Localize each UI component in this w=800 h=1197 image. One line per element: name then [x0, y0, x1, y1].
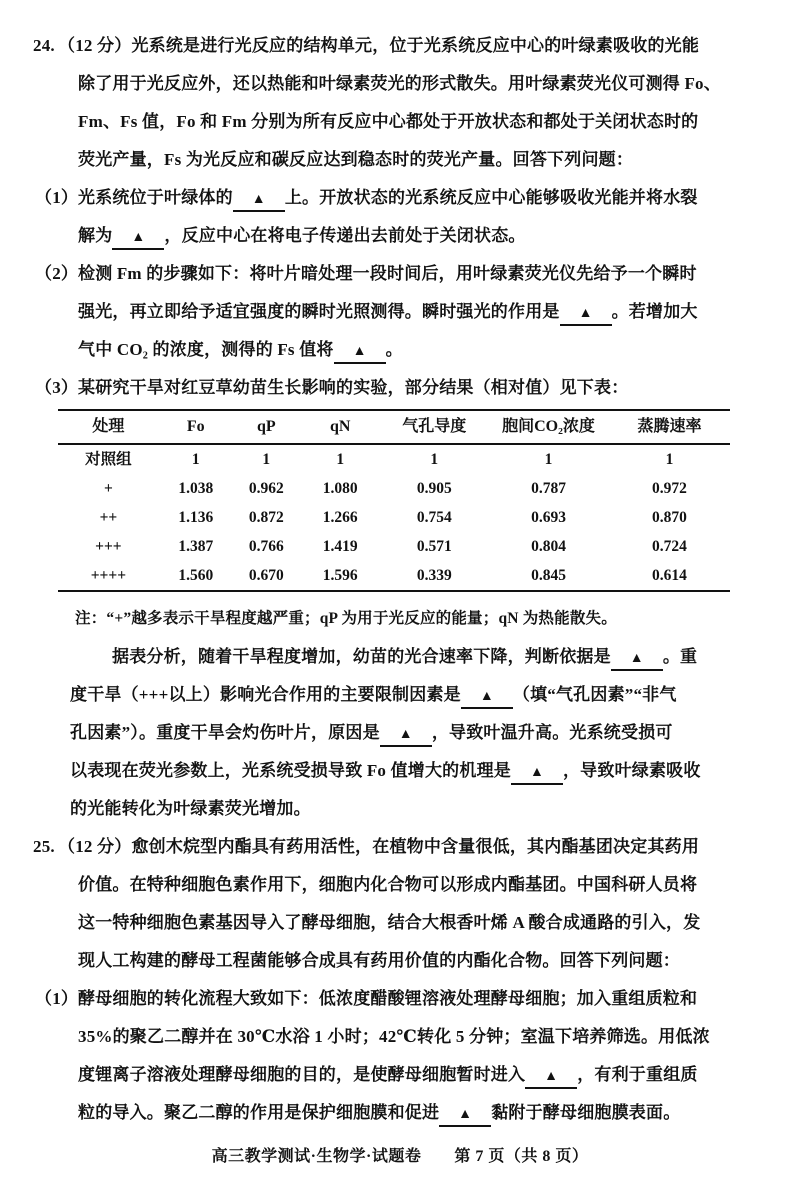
answer-blank: ▲: [611, 649, 663, 671]
q25-intro-line-3: 这一特种细胞色素基因导入了酵母细胞，结合大根香叶烯 A 酸合成通路的引入，发: [78, 913, 701, 932]
table-row: [58, 561, 730, 591]
q24-sub1-marker: （1）: [35, 188, 79, 207]
table-header-stomatal-conductance: 气孔导度: [381, 410, 489, 444]
table-cell: ++: [99, 509, 118, 526]
table-cell: 1.266: [322, 509, 358, 526]
table-cell: 0.693: [531, 509, 566, 526]
q24-sub1-first-line: [0, 179, 800, 217]
q24-sub3-text-1: 某研究干旱对红豆草幼苗生长影响的实验，部分结果（相对值）见下表：: [78, 378, 629, 397]
q25-sub1-text-1: 酵母细胞的转化流程大致如下：低浓度醋酸锂溶液处理酵母细胞；加入重组质粒和: [78, 989, 698, 1008]
table-cell: 1.080: [322, 480, 358, 497]
answer-blank: ▲: [233, 190, 285, 212]
table-cell: +: [103, 480, 113, 497]
table-cell: 0.339: [416, 567, 452, 584]
answer-blank: ▲: [439, 1105, 491, 1127]
table-cell: 1: [191, 451, 200, 468]
answer-blank: ▲: [334, 342, 386, 364]
q24-analysis-line-2: 度干旱（+++以上）影响光合作用的主要限制因素是 ▲ （填“气孔因素”“非气: [0, 676, 800, 714]
q25-intro-text-1: （12 分）愈创木烷型内酯具有药用活性，在植物中含量很低，其内酯基团决定其药用: [58, 837, 700, 856]
table-cell: 1: [430, 451, 439, 468]
q24-sub1-text-1: 光系统位于叶绿体的 ▲ 上。开放状态的光系统反应中心能够吸收光能并将水裂: [78, 188, 698, 207]
q25-first-line: [0, 828, 800, 866]
q25-sub1-marker: （1）: [35, 989, 79, 1008]
table-cell: 0.872: [248, 509, 284, 526]
table-cell: 0.754: [416, 509, 452, 526]
q24-analysis-line-3: 孔因素”）。重度干旱会灼伤叶片，原因是 ▲ ，导致叶温升高。光系统受损可: [0, 714, 800, 752]
table-cell: 0.571: [416, 538, 452, 555]
answer-blank: ▲: [511, 763, 563, 785]
q25-intro-line-2: 价值。在特种细胞色素作用下，细胞内化合物可以形成内酯基团。中国科研人员将: [78, 875, 698, 894]
q24-analysis-line-5: 的光能转化为叶绿素荧光增加。: [70, 799, 311, 818]
table-cell: 1: [665, 451, 674, 468]
table-cell: 1.596: [322, 567, 358, 584]
table-cell: 1.136: [178, 509, 214, 526]
page-footer: 高三教学测试·生物学·试题卷 第 7 页（共 8 页）: [211, 1148, 589, 1165]
q25-sub1-line-3: 度锂离子溶液处理酵母细胞的目的，是使酵母细胞暂时进入 ▲ ，有利于重组质: [0, 1056, 800, 1094]
q24-sub3-marker: （3）: [35, 378, 79, 397]
table-cell: 0.724: [652, 538, 687, 555]
drought-results-table: [58, 409, 730, 592]
q24-first-line: [0, 27, 800, 65]
table-header-treatment: 处理: [58, 410, 159, 444]
q25-number: 25.: [33, 837, 55, 856]
q24-sub2-line-3: 气中 CO₂ 的浓度，测得的 Fs 值将 ▲ 。: [0, 331, 800, 369]
q24-intro-line-4: 荧光产量，Fs 为光反应和碳反应达到稳态时的荧光产量。回答下列问题：: [78, 150, 634, 169]
table-cell: 0.972: [652, 480, 687, 497]
table-header-qp: qP: [233, 410, 300, 444]
table-cell: 0.962: [248, 480, 284, 497]
results-table-body: [58, 444, 730, 591]
table-cell: 0.870: [652, 509, 687, 526]
table-cell: 1: [262, 451, 271, 468]
q24-sub2-text-1: 检测 Fm 的步骤如下：将叶片暗处理一段时间后，用叶绿素荧光仪先给予一个瞬时: [78, 264, 697, 283]
table-header-row: [58, 410, 730, 444]
table-cell: 1: [336, 451, 345, 468]
answer-blank: ▲: [380, 725, 432, 747]
table-cell: 1.419: [322, 538, 358, 555]
q25-sub1-first-line: [0, 980, 800, 1018]
table-cell: ++++: [90, 567, 127, 584]
table-cell: 1: [544, 451, 553, 468]
table-row: [58, 503, 730, 532]
q24-table-note: 注：“+”越多表示干旱程度越严重；qP 为用于光反应的能量；qN 为热能散失。: [75, 610, 617, 627]
q25-intro-line-4: 现人工构建的酵母工程菌能够合成具有药用价值的内酯化合物。回答下列问题：: [78, 951, 680, 970]
q24-intro-line-2: 除了用于光反应外，还以热能和叶绿素荧光的形式散失。用叶绿素荧光仪可测得 Fo、: [78, 74, 721, 93]
table-cell: +++: [95, 538, 122, 555]
q24-sub1-line-2: 解为 ▲ ，反应中心在将电子传递出去前处于关闭状态。: [0, 217, 800, 255]
q25-sub1-line-4: 粒的导入。聚乙二醇的作用是保护细胞膜和促进 ▲ 黏附于酵母细胞膜表面。: [0, 1094, 800, 1132]
table-row: [58, 532, 730, 561]
q24-sub2-line-2: 强光，再立即给予适宜强度的瞬时光照测得。瞬时强光的作用是 ▲ 。若增加大: [0, 293, 800, 331]
q24-sub2-marker: （2）: [35, 264, 79, 283]
answer-blank: ▲: [525, 1067, 577, 1089]
table-cell: 0.845: [531, 567, 566, 584]
q24-analysis-line-4: 以表现在荧光参数上，光系统受损导致 Fo 值增大的机理是 ▲ ，导致叶绿素吸收: [0, 752, 800, 790]
answer-blank: ▲: [461, 687, 513, 709]
q24-number: 24.: [33, 36, 55, 55]
q25-sub1-line-2: 35%的聚乙二醇并在 30℃水浴 1 小时；42℃转化 5 分钟；室温下培养筛选。用低浓: [78, 1027, 710, 1046]
table-header-qn: qN: [300, 410, 381, 444]
table-header-intercellular-co2: 胞间CO₂浓度: [488, 410, 609, 444]
table-cell: 0.804: [531, 538, 566, 555]
q24-analysis-line-1: 据表分析，随着干旱程度增加，幼苗的光合速率下降，判断依据是 ▲ 。重: [0, 638, 800, 676]
table-header-transpiration-rate: 蒸腾速率: [609, 410, 730, 444]
q24-sub2-first-line: [0, 255, 800, 293]
q24-intro-line-3: Fm、Fs 值，Fo 和 Fm 分别为所有反应中心都处于开放状态和都处于关闭状态时的: [78, 112, 699, 131]
table-cell: 1.387: [178, 538, 214, 555]
table-cell: 0.905: [416, 480, 452, 497]
q24-intro-text-1: （12 分）光系统是进行光反应的结构单元，位于光系统反应中心的叶绿素吸收的光能: [58, 36, 700, 55]
table-cell: 0.670: [248, 567, 284, 584]
q24-sub3-first-line: [0, 369, 800, 407]
table-cell: 对照组: [85, 451, 132, 468]
table-cell: 0.787: [531, 480, 566, 497]
table-cell: 0.614: [652, 567, 687, 584]
answer-blank: ▲: [112, 228, 164, 250]
table-header-fo: Fo: [159, 410, 233, 444]
table-cell: 1.038: [178, 480, 214, 497]
table-cell: 1.560: [178, 567, 214, 584]
table-cell: 0.766: [248, 538, 284, 555]
table-row: [58, 444, 730, 474]
table-row: [58, 474, 730, 503]
answer-blank: ▲: [560, 304, 612, 326]
